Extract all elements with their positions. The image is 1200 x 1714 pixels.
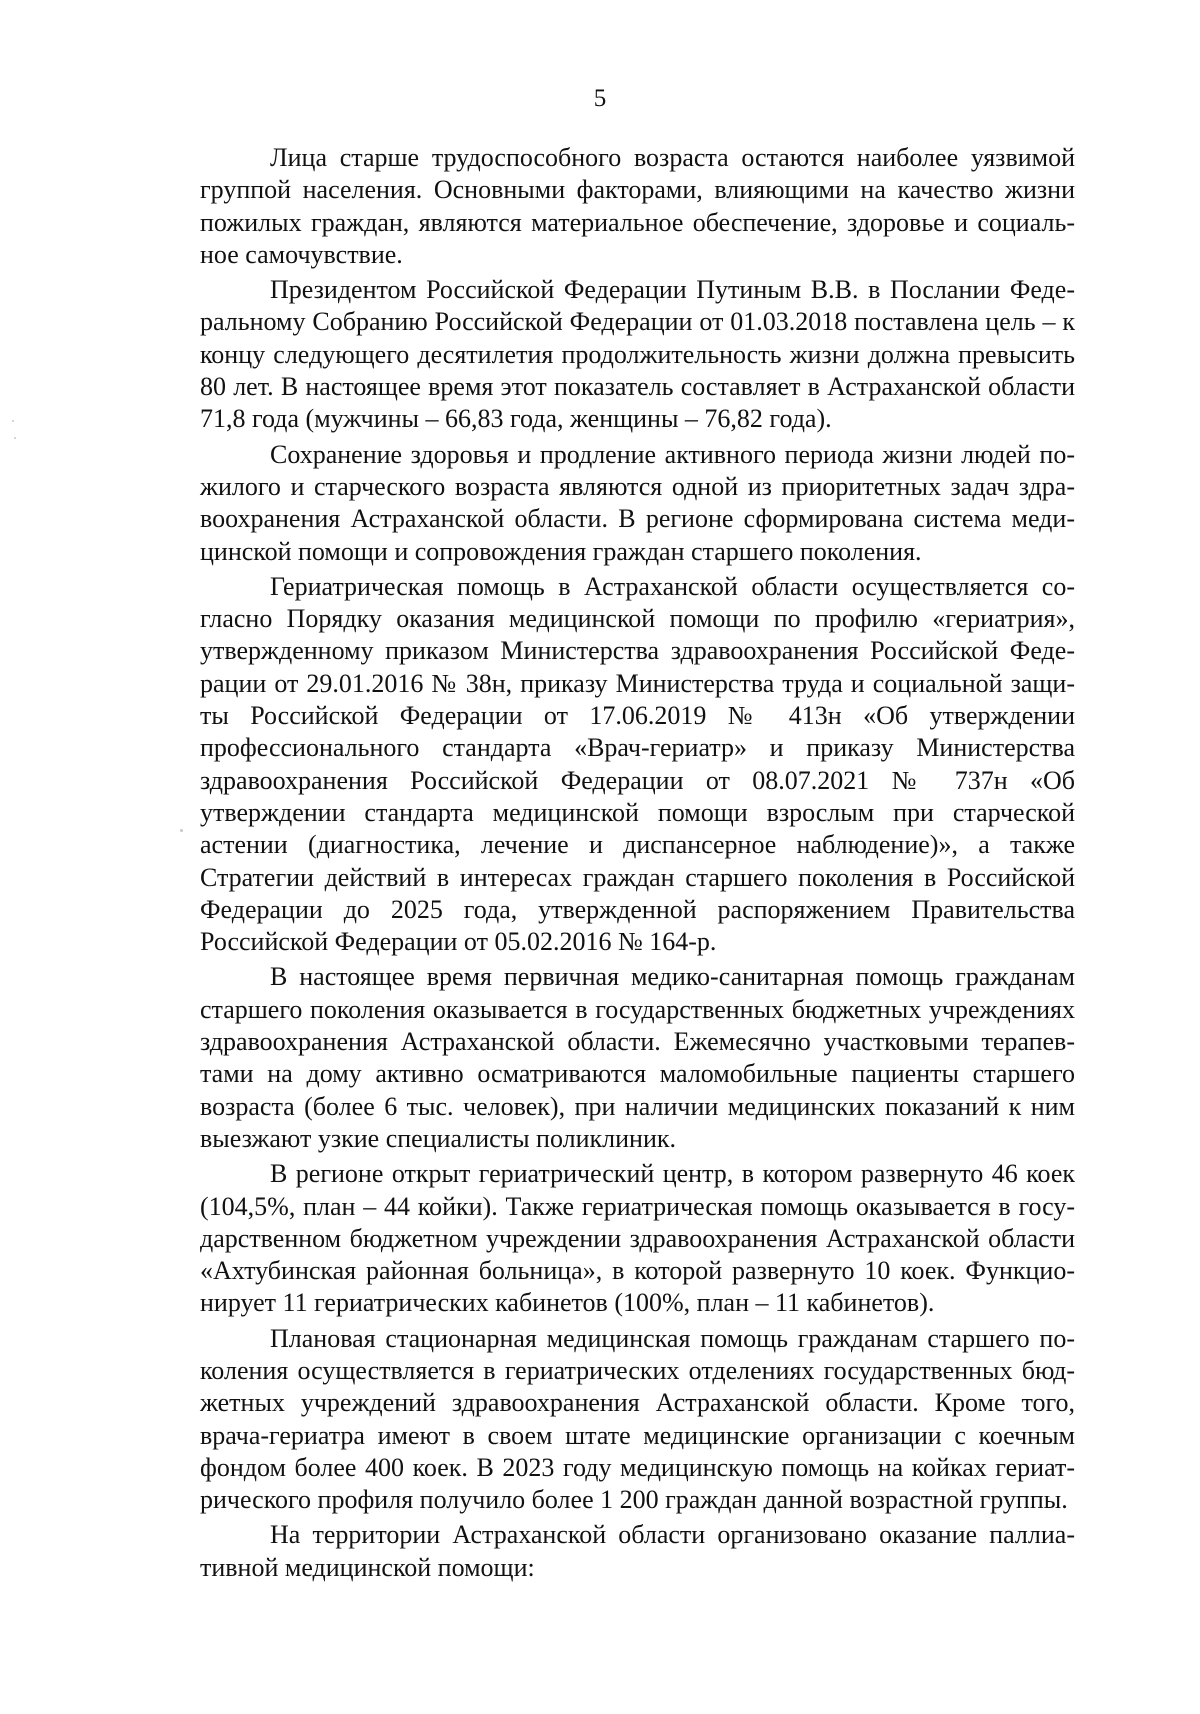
paragraph-1: Лица старше трудоспособного возраста остаются наиболее уязвимой группой населения. Основными факторами, влияющими на качество жизни пожилых граждан, являются материальное обеспечение, здоровье и социальное самочувствие. <box>200 143 1075 269</box>
page-number: 5 <box>593 85 607 112</box>
paragraph-2: Президентом Российской Федерации Путиным В.В. в Послании Федеральному Собранию Российской Федерации от 01.03.2018 поставлена цель – к концу следующего десятилетия продолжительность жизни должна превысить 80 лет. В настоящее время этот показатель составляет в Астраханской области 71,8 года (мужчины – 66,83 года, женщины – 76,82 года). <box>200 275 1075 434</box>
paragraph-3: Сохранение здоровья и продление активного периода жизни людей пожилого и старческого возраста являются одной из приоритетных задач здравоохранения Астраханской области. В регионе сформирована система медицинской помощи и сопровождения граждан старшего поколения. <box>200 439 1075 566</box>
scan-speck <box>12 420 14 422</box>
paragraph-6: В регионе открыт гериатрический центр, в котором развернуто 46 коек (104,5%, план – 44 койки). Также гериатрическая помощь оказывается в государственном бюджетном учреждении здравоохранения Астраханской области «Ахтубинская районная больница», в которой развернуто 10 коек. Функционирует 11 гериатрических кабинетов (100%, план – 11 кабинетов). <box>200 1159 1075 1318</box>
document-body <box>200 142 1075 1587</box>
scan-speck <box>180 829 183 832</box>
paragraph-5: В настоящее время первичная медико-санитарная помощь гражданам старшего поколения оказывается в государственных бюджетных учреждениях здравоохранения Астраханской области. Ежемесячно участковыми терапевтами на дому активно осматриваются маломобильные пациенты старшего возраста (более 6 тыс. человек), при наличии медицинских показаний к ним выезжают узкие специалисты поликлиник. <box>200 962 1075 1153</box>
paragraph-8: На территории Астраханской области организовано оказание паллиативной медицинской помощи: <box>200 1520 1075 1582</box>
paragraph-7: Плановая стационарная медицинская помощь гражданам старшего поколения осуществляется в гериатрических отделениях государственных бюджетных учреждений здравоохранения Астраханской области. Кроме того, врача-гериатра имеют в своем штате медицинские организации с коечным фондом более 400 коек. В 2023 году медицинскую помощь на койках гериатрического профиля получило более 1 200 граждан данной возрастной группы. <box>200 1323 1075 1515</box>
paragraph-4: Гериатрическая помощь в Астраханской области осуществляется согласно Порядку оказания медицинской помощи по профилю «гериатрия», утвержденному приказом Министерства здравоохранения Российской Федерации от 29.01.2016 № 38н, приказу Министерства труда и социальной защиты Российской Федерации от 17.06.2019 № 413н «Об утверждении профессионального стандарта «Врач-гериатр» и приказу Министерства здравоохранения Российской Федерации от 08.07.2021 № 737н «Об утверждении стандарта медицинской помощи взрослым при старческой астении (диагностика, лечение и диспансерное наблюдение)», а также Стратегии действий в интересах граждан старшего поколения в Российской Федерации до 2025 года, утвержденной распоряжением Правительства Российской Федерации от 05.02.2016 № 164-р. <box>200 571 1075 957</box>
scan-speck <box>14 437 16 439</box>
